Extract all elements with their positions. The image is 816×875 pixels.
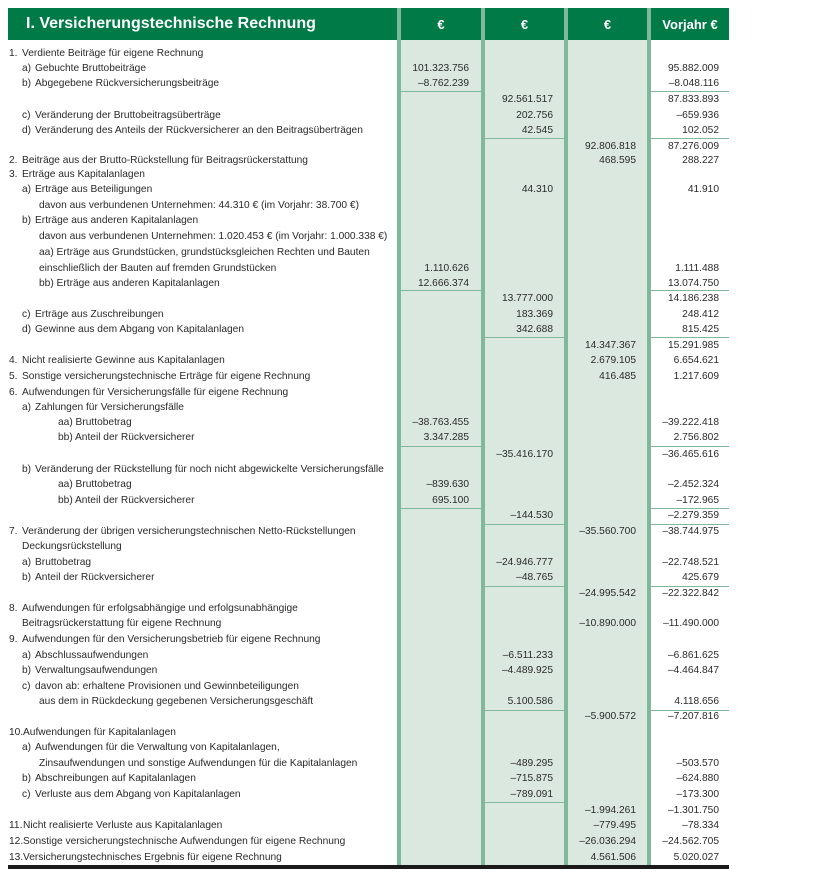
table-row	[0, 493, 816, 508]
row-label: bb) Erträge aus anderen Kapitalanlagen	[39, 278, 220, 289]
amount-c3: –10.890.000	[579, 618, 636, 629]
prior-year-value: –1.301.750	[668, 805, 719, 816]
prior-year-value: –2.279.359	[668, 510, 719, 521]
row-label: davon aus verbundenen Unternehmen: 1.020.453 € (im Vorjahr: 1.000.338 €)	[39, 231, 388, 242]
table-row	[0, 291, 816, 306]
table-row	[0, 385, 816, 400]
table-row	[0, 46, 816, 61]
amount-c1: 101.323.756	[412, 63, 469, 74]
prior-year-value: 2.756.802	[673, 432, 719, 443]
row-number: d)	[22, 324, 32, 335]
table-row	[0, 261, 816, 276]
table-row	[0, 322, 816, 337]
prior-year-value: –78.334	[682, 820, 719, 831]
row-label: Aufwendungen für Kapitalanlagen	[23, 727, 176, 738]
column-header-3: €	[568, 8, 647, 40]
row-number: c)	[22, 110, 31, 121]
row-number: 13.	[9, 852, 24, 863]
row-number: 3.	[9, 169, 18, 180]
prior-year-value: –173.300	[676, 789, 719, 800]
row-number: 7.	[9, 526, 18, 537]
amount-c3: 4.561.506	[590, 852, 636, 863]
row-label: Beiträge aus der Brutto-Rückstellung für Beitragsrückerstattung	[22, 155, 308, 166]
prior-year-value: 248.412	[682, 309, 719, 320]
table-row	[0, 539, 816, 554]
table-row	[0, 601, 816, 616]
table-row	[0, 430, 816, 445]
table-row	[0, 307, 816, 322]
amount-c1: 1.110.626	[424, 263, 469, 274]
amount-c2: 5.100.586	[507, 696, 553, 707]
row-number: b)	[22, 215, 32, 226]
row-number: a)	[22, 184, 32, 195]
table-row	[0, 76, 816, 91]
table-row	[0, 153, 816, 168]
row-label: Nicht realisierte Verluste aus Kapitalanlagen	[23, 820, 223, 831]
row-label: Zinsaufwendungen und sonstige Aufwendungen für die Kapitalanlagen	[39, 758, 358, 769]
row-label: Nicht realisierte Gewinne aus Kapitalanlagen	[22, 355, 225, 366]
amount-c2: –489.295	[510, 758, 553, 769]
row-number: b)	[22, 464, 32, 475]
row-label: Zahlungen für Versicherungsfälle	[35, 402, 184, 413]
row-label: Erträge aus Kapitalanlagen	[22, 169, 145, 180]
prior-year-value: –11.490.000	[663, 618, 719, 629]
row-label: Aufwendungen für die Verwaltung von Kapitalanlagen,	[35, 742, 280, 753]
amount-c2: 44.310	[521, 184, 553, 195]
row-label: Deckungsrückstellung	[22, 541, 122, 552]
amount-c1: 12.666.374	[418, 278, 469, 289]
amount-c2: –48.765	[516, 572, 553, 583]
table-row	[0, 740, 816, 755]
prior-year-value: –624.880	[676, 773, 719, 784]
table-row	[0, 648, 816, 663]
prior-year-value: –8.048.116	[668, 78, 719, 89]
amount-c2: –789.091	[510, 789, 553, 800]
prior-year-value: 815.425	[682, 324, 719, 335]
row-number: 6.	[9, 387, 18, 398]
prior-year-value: 4.118.656	[674, 696, 719, 707]
prior-year-value: 1.111.488	[675, 263, 719, 274]
row-number: 5.	[9, 371, 18, 382]
row-label: aus dem in Rückdeckung gegebenen Versicherungsgeschäft	[39, 696, 314, 707]
table-row	[0, 632, 816, 647]
table-row	[0, 415, 816, 430]
row-number: 2.	[9, 155, 18, 166]
amount-c2: 202.756	[516, 110, 553, 121]
table-row	[0, 586, 816, 601]
row-number: 8.	[9, 603, 18, 614]
row-label: Verdiente Beiträge für eigene Rechnung	[22, 48, 204, 59]
amount-c3: 14.347.367	[585, 340, 636, 351]
prior-year-value: 6.654.621	[673, 355, 719, 366]
row-label: Erträge aus Zuschreibungen	[35, 309, 164, 320]
row-label: Verluste aus dem Abgang von Kapitalanlagen	[35, 789, 241, 800]
table-row	[0, 834, 816, 849]
table-bottom-rule	[8, 865, 729, 869]
prior-year-value: 1.217.609	[673, 371, 719, 382]
row-number: a)	[22, 402, 32, 413]
table-row	[0, 123, 816, 138]
row-label: Veränderung der Rückstellung für noch nicht abgewickelte Versicherungsfälle	[35, 464, 384, 475]
row-label: davon aus verbundenen Unternehmen: 44.310 € (im Vorjahr: 38.700 €)	[39, 200, 359, 211]
row-label: Gebuchte Bruttobeiträge	[35, 63, 147, 74]
row-number: a)	[22, 742, 32, 753]
row-number: c)	[22, 789, 31, 800]
table-row	[0, 756, 816, 771]
amount-c3: 416.485	[599, 371, 636, 382]
row-label: Bruttobetrag	[35, 557, 92, 568]
table-row	[0, 276, 816, 291]
prior-year-value: –39.222.418	[662, 417, 719, 428]
table-row	[0, 213, 816, 228]
row-number: a)	[22, 557, 32, 568]
prior-year-value: –172.965	[676, 495, 719, 506]
table-row	[0, 182, 816, 197]
table-row	[0, 369, 816, 384]
row-number: b)	[22, 78, 32, 89]
table-row	[0, 353, 816, 368]
table-row	[0, 508, 816, 523]
row-label: aa) Erträge aus Grundstücken, grundstücksgleichen Rechten und Bauten	[39, 247, 370, 258]
prior-year-value: 425.679	[682, 572, 719, 583]
row-label: Beitragsrückerstattung für eigene Rechnung	[22, 618, 222, 629]
row-number: a)	[22, 63, 32, 74]
prior-year-value: 95.882.009	[668, 63, 719, 74]
amount-c1: –8.762.239	[418, 78, 469, 89]
prior-year-value: –22.748.521	[662, 557, 719, 568]
amount-c2: –715.875	[510, 773, 553, 784]
table-row	[0, 61, 816, 76]
row-label: Veränderung des Anteils der Rückversicherer an den Beitragsüberträgen	[35, 125, 363, 136]
amount-c2: 42.545	[521, 125, 553, 136]
table-row	[0, 818, 816, 833]
amount-c2: –144.530	[510, 510, 553, 521]
prior-year-value: –4.464.847	[668, 665, 719, 676]
row-label: Abschreibungen auf Kapitalanlagen	[35, 773, 196, 784]
amount-c1: –38.763.455	[412, 417, 469, 428]
row-number: b)	[22, 773, 32, 784]
prior-year-value: 14.186.238	[668, 293, 719, 304]
amount-c2: –4.489.925	[502, 665, 553, 676]
prior-year-value: –24.562.705	[662, 836, 719, 847]
amount-c3: –24.995.542	[579, 588, 636, 599]
prior-year-value: 87.276.009	[668, 141, 719, 152]
prior-year-value: 102.052	[682, 125, 719, 136]
amount-c3: 92.806.818	[585, 141, 636, 152]
table-row	[0, 787, 816, 802]
amount-c1: 695.100	[432, 495, 469, 506]
table-row	[0, 555, 816, 570]
prior-year-value: 13.074.750	[668, 278, 719, 289]
amount-c2: 92.561.517	[502, 94, 553, 105]
prior-year-value: –22.322.842	[662, 588, 719, 599]
table-row	[0, 400, 816, 415]
table-row	[0, 524, 816, 539]
table-row	[0, 92, 816, 107]
prior-year-value: 87.833.893	[668, 94, 719, 105]
amount-c2: –24.946.777	[496, 557, 553, 568]
row-number: b)	[22, 572, 32, 583]
row-label: Sonstige versicherungstechnische Erträge für eigene Rechnung	[22, 371, 311, 382]
row-label: bb) Anteil der Rückversicherer	[58, 432, 195, 443]
row-number: b)	[22, 665, 32, 676]
row-label: Abgegebene Rückversicherungsbeiträge	[35, 78, 220, 89]
amount-c2: 183.369	[516, 309, 553, 320]
row-number: 9.	[9, 634, 18, 645]
section-title-text: I. Versicherungstechnische Rechnung	[26, 15, 316, 32]
row-label: Abschlussaufwendungen	[35, 650, 149, 661]
table-row	[0, 663, 816, 678]
row-label: Aufwendungen für den Versicherungsbetrieb für eigene Rechnung	[22, 634, 321, 645]
row-label: einschließlich der Bauten auf fremden Grundstücken	[39, 263, 277, 274]
table-row	[0, 229, 816, 244]
row-label: aa) Bruttobetrag	[58, 479, 132, 490]
amount-c3: 2.679.105	[590, 355, 636, 366]
row-label: Aufwendungen für erfolgsabhängige und erfolgsunabhängige	[22, 603, 298, 614]
amount-c3: –1.994.261	[585, 805, 636, 816]
prior-year-value: –36.465.616	[662, 449, 719, 460]
amount-c3: 468.595	[599, 155, 636, 166]
prior-year-value: 5.020.027	[673, 852, 719, 863]
amount-c3: –5.900.572	[585, 711, 636, 722]
column-header-1: €	[401, 8, 481, 40]
amount-c3: –35.560.700	[579, 526, 636, 537]
table-row	[0, 725, 816, 740]
row-label: Sonstige versicherungstechnische Aufwendungen für eigene Rechnung	[23, 836, 346, 847]
row-label: Versicherungstechnisches Ergebnis für eigene Rechnung	[23, 852, 282, 863]
column-header-2: €	[485, 8, 564, 40]
row-label: bb) Anteil der Rückversicherer	[58, 495, 195, 506]
row-number: c)	[22, 681, 31, 692]
row-label: aa) Bruttobetrag	[58, 417, 132, 428]
row-label: Erträge aus Beteiligungen	[35, 184, 153, 195]
table-row	[0, 462, 816, 477]
row-number: 10.	[9, 727, 24, 738]
prior-year-value: 41.910	[687, 184, 719, 195]
table-row	[0, 771, 816, 786]
table-row	[0, 108, 816, 123]
row-label: Gewinne aus dem Abgang von Kapitalanlagen	[35, 324, 244, 335]
amount-c3: –26.036.294	[579, 836, 636, 847]
prior-year-value: –503.570	[676, 758, 719, 769]
table-row	[0, 694, 816, 709]
prior-year-value: –6.861.625	[668, 650, 719, 661]
table-row	[0, 245, 816, 260]
prior-year-value: –7.207.816	[668, 711, 719, 722]
row-number: 11.	[9, 820, 23, 831]
amount-c1: 3.347.285	[423, 432, 469, 443]
prior-year-value: –2.452.324	[668, 479, 719, 490]
amount-c1: –839.630	[426, 479, 469, 490]
amount-c2: –6.511.233	[502, 650, 553, 661]
amount-c2: –35.416.170	[496, 449, 553, 460]
row-label: Veränderung der übrigen versicherungstechnischen Netto-Rückstellungen	[22, 526, 356, 537]
amount-c3: –779.495	[593, 820, 636, 831]
prior-year-value: –38.744.975	[662, 526, 719, 537]
amount-c2: 342.688	[516, 324, 553, 335]
row-label: Aufwendungen für Versicherungsfälle für eigene Rechnung	[22, 387, 289, 398]
row-number: d)	[22, 125, 32, 136]
row-label: Anteil der Rückversicherer	[35, 572, 155, 583]
amount-c2: 13.777.000	[502, 293, 553, 304]
row-number: 4.	[9, 355, 18, 366]
table-row	[0, 850, 816, 865]
table-row	[0, 709, 816, 724]
table-row	[0, 139, 816, 154]
table-row	[0, 803, 816, 818]
section-title	[8, 8, 397, 40]
table-row	[0, 616, 816, 631]
row-label: Verwaltungsaufwendungen	[35, 665, 158, 676]
row-label: Veränderung der Bruttobeitragsüberträge	[35, 110, 221, 121]
row-label: davon ab: erhaltene Provisionen und Gewinnbeteiligungen	[35, 681, 299, 692]
table-row	[0, 338, 816, 353]
column-header-prior-year: Vorjahr €	[651, 8, 729, 40]
table-row	[0, 679, 816, 694]
prior-year-value: –659.936	[676, 110, 719, 121]
row-number: 1.	[9, 48, 18, 59]
row-label: Erträge aus anderen Kapitalanlagen	[35, 215, 199, 226]
prior-year-value: 15.291.985	[668, 340, 719, 351]
row-number: c)	[22, 309, 31, 320]
row-number: 12.	[9, 836, 24, 847]
row-number: a)	[22, 650, 32, 661]
table-row	[0, 198, 816, 213]
prior-year-value: 288.227	[682, 155, 719, 166]
table-row	[0, 477, 816, 492]
table-row	[0, 447, 816, 462]
table-row	[0, 570, 816, 585]
table-row	[0, 167, 816, 182]
